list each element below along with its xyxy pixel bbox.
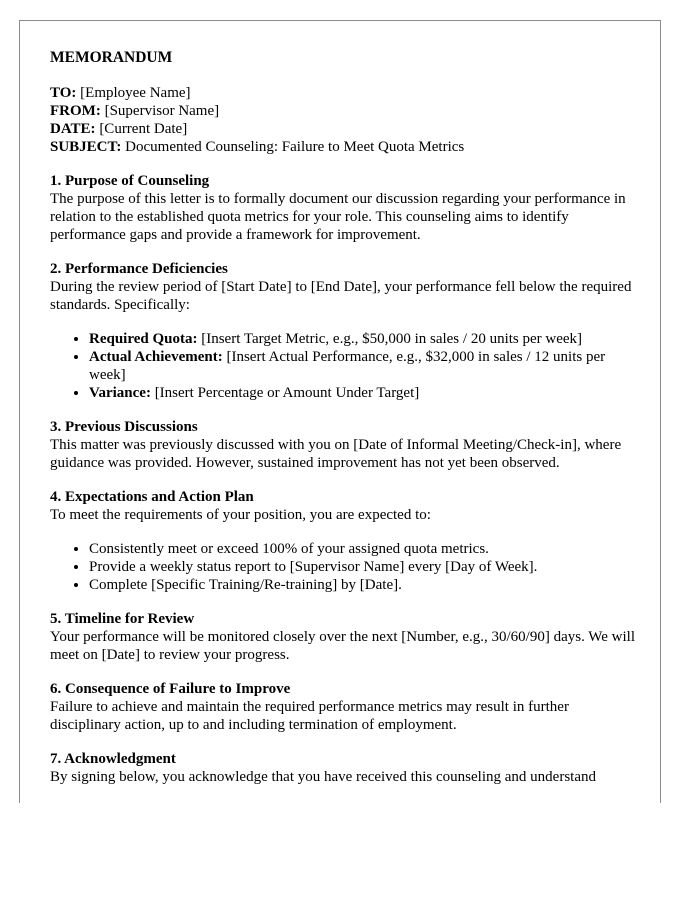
section-heading: 4. Expectations and Action Plan bbox=[50, 489, 254, 505]
section-body: By signing below, you acknowledge that you have received this counseling and understand bbox=[50, 769, 596, 785]
item-label: Required Quota: bbox=[89, 331, 198, 347]
section-body: This matter was previously discussed with you on [Date of Informal Meeting/Check-in], where guidance was provided. However, sustained improvement has not yet been observed. bbox=[50, 437, 622, 471]
section-consequence bbox=[50, 680, 635, 734]
date-line bbox=[50, 120, 635, 138]
list-item bbox=[89, 384, 635, 402]
from-line bbox=[50, 102, 635, 120]
section-expectations bbox=[50, 488, 635, 594]
section-heading: 3. Previous Discussions bbox=[50, 419, 198, 435]
section-deficiencies bbox=[50, 260, 635, 402]
memo-content bbox=[50, 49, 635, 802]
to-line bbox=[50, 84, 635, 102]
from-label: FROM: bbox=[50, 103, 101, 119]
section-timeline bbox=[50, 610, 635, 664]
section-body: Failure to achieve and maintain the required performance metrics may result in further disciplinary action, up to and including termination of employment. bbox=[50, 699, 569, 733]
to-value: [Employee Name] bbox=[76, 85, 191, 101]
date-value: [Current Date] bbox=[95, 121, 188, 137]
list-item: • Complete [Specific Training/Re-training] by [Date]. bbox=[89, 576, 635, 594]
from-value: [Supervisor Name] bbox=[100, 103, 220, 119]
subject-label: SUBJECT: bbox=[50, 139, 122, 155]
section-body: Your performance will be monitored closely over the next [Number, e.g., 30/60/90] days. We will meet on [Date] to review your progress. bbox=[50, 629, 636, 663]
expectation-list bbox=[50, 540, 635, 594]
subject-value: Documented Counseling: Failure to Meet Quota Metrics bbox=[121, 139, 465, 155]
deficiency-list bbox=[50, 330, 635, 402]
memo-header bbox=[50, 84, 635, 156]
list-item: • Provide a weekly status report to [Supervisor Name] every [Day of Week]. bbox=[89, 558, 635, 576]
memo-title: MEMORANDUM bbox=[50, 49, 173, 66]
list-item bbox=[89, 330, 635, 348]
section-heading: 6. Consequence of Failure to Improve bbox=[50, 681, 291, 697]
section-heading: 5. Timeline for Review bbox=[50, 611, 195, 627]
section-heading: 1. Purpose of Counseling bbox=[50, 173, 210, 189]
item-text: [Insert Percentage or Amount Under Target] bbox=[150, 385, 420, 401]
item-text: [Insert Target Metric, e.g., $50,000 in sales / 20 units per week] bbox=[197, 331, 583, 347]
section-body: The purpose of this letter is to formally document our discussion regarding your performance in relation to the established quota metrics for your role. This counseling aims to identify performance gaps and provide a framework for improvement. bbox=[50, 191, 626, 243]
item-label: Actual Achievement: bbox=[89, 349, 223, 365]
section-heading: 2. Performance Deficiencies bbox=[50, 261, 228, 277]
section-previous bbox=[50, 418, 635, 472]
subject-line bbox=[50, 138, 635, 156]
document-page bbox=[19, 20, 661, 803]
list-item: • Consistently meet or exceed 100% of your assigned quota metrics. bbox=[89, 540, 635, 558]
section-body: During the review period of [Start Date] to [End Date], your performance fell below the required standards. Specifically: bbox=[50, 279, 632, 313]
list-item bbox=[89, 348, 635, 384]
section-heading: 7. Acknowledgment bbox=[50, 751, 176, 767]
date-label: DATE: bbox=[50, 121, 96, 137]
section-purpose bbox=[50, 172, 635, 244]
item-text: [Insert Actual Performance, e.g., $32,000 in sales / 12 units per week] bbox=[89, 349, 606, 383]
section-body: To meet the requirements of your position, you are expected to: bbox=[50, 507, 431, 523]
section-acknowledgment bbox=[50, 750, 635, 786]
to-label: TO: bbox=[50, 85, 77, 101]
item-label: Variance: bbox=[89, 385, 151, 401]
